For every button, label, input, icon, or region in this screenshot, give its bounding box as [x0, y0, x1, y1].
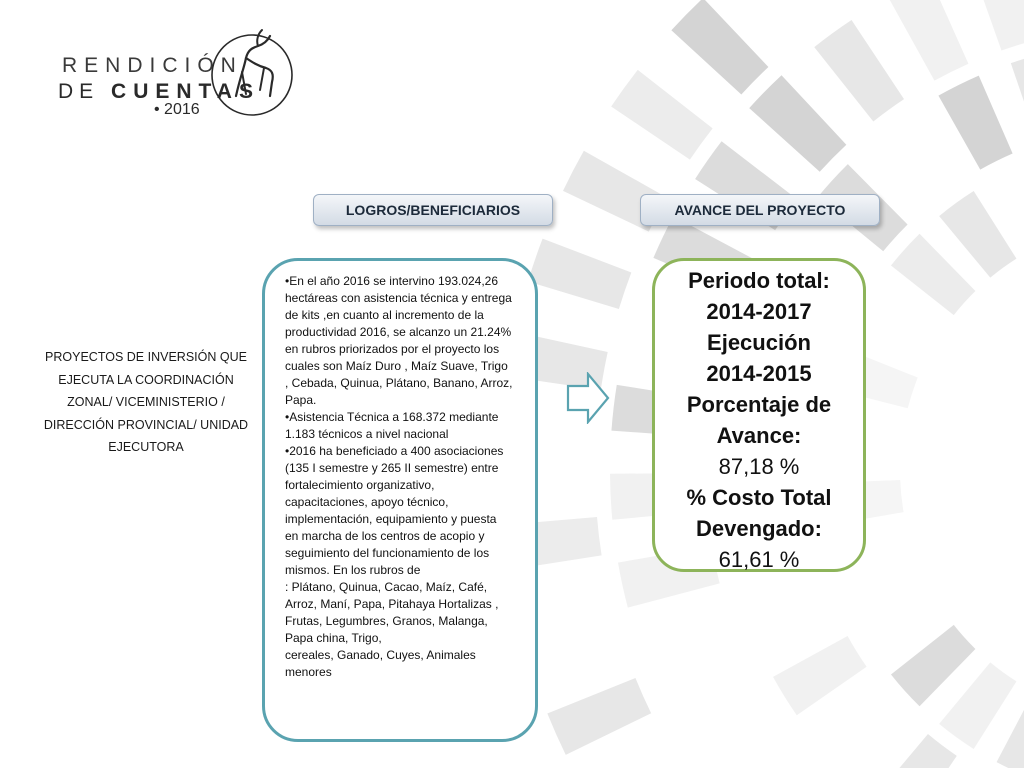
logo-title-line1: RENDICIÓN	[62, 54, 243, 77]
rendicion-de-cuentas-logo	[58, 18, 303, 130]
decorative-tile	[671, 0, 768, 94]
costo-value: 61,61 %	[718, 547, 800, 572]
decorative-tile	[939, 662, 1016, 749]
ejecucion-value: 2014-2015	[706, 361, 812, 386]
decorative-tile	[1011, 51, 1024, 144]
decorative-tile	[938, 76, 1012, 170]
avance-box	[652, 258, 866, 572]
logo-prefix: DE	[58, 80, 100, 103]
decorative-tile	[528, 239, 631, 309]
decorative-tile	[891, 625, 975, 706]
periodo-label: Periodo total:	[688, 268, 830, 293]
logros-paragraph: cereales, Ganado, Cuyes, Animales menores	[285, 648, 476, 679]
logros-paragraph: •Asistencia Técnica a 168.372 mediante 1.183 técnicos a nivel nacional	[285, 410, 499, 441]
logros-paragraph: •2016 ha beneficiado a 400 asociaciones (135 I semestre y 265 II semestre) entre fortalecimiento organizativo, capacitaciones, apoyo técnico, implementación, equipamiento y puesta en marcha de los centros de acopio y seguimiento del funcionamiento de los mismos. En los rubros de	[285, 444, 504, 577]
header-avance-del-proyecto: AVANCE DEL PROYECTO	[640, 194, 880, 226]
decorative-tile	[873, 734, 957, 768]
porcentaje-value: 87,18 %	[718, 454, 800, 479]
logo-bold-word: CUENTAS	[111, 80, 260, 103]
costo-label: % Costo Total Devengado:	[686, 485, 832, 541]
decorative-tile	[814, 20, 904, 121]
decorative-tile	[749, 75, 846, 172]
proyectos-inversion-label: PROYECTOS DE INVERSIÓN QUE EJECUTA LA COORDINACIÓN ZONAL/ VICEMINISTERIO / DIRECCIÓN PROVINCIAL/ UNIDAD EJECUTORA	[43, 350, 249, 454]
logros-box	[262, 258, 538, 742]
porcentaje-label: Porcentaje de Avance:	[686, 392, 832, 448]
decorative-tile	[970, 0, 1024, 51]
logros-paragraph: : Plátano, Quinua, Cacao, Maíz, Café, Arroz, Maní, Papa, Pitahaya Hortalizas , Frutas, Legumbres, Granos, Malanga, Papa china, Trigo,	[285, 580, 499, 645]
bull-icon	[206, 18, 302, 128]
decorative-tile	[891, 234, 975, 315]
decorative-tile	[939, 191, 1016, 278]
header-logros-beneficiarios: LOGROS/BENEFICIARIOS	[313, 194, 553, 226]
decorative-tile	[547, 678, 651, 755]
decorative-tile	[611, 70, 712, 160]
decorative-tile	[888, 0, 968, 81]
periodo-value: 2014-2017	[706, 299, 812, 324]
logros-paragraph: •En el año 2016 se intervino 193.024,26 hectáreas con asistencia técnica y entrega de kits ,en cuanto al incremento de la productividad 2016, se alcanzo un 21.24% en rubros priorizados por el proyecto los cuales son Maíz Duro , Maíz Suave, Trigo , Cebada, Quinua, Plátano, Banano, Arroz, Papa.	[285, 274, 513, 407]
decorative-tile	[773, 636, 867, 715]
ejecucion-label: Ejecución	[707, 330, 811, 355]
arrow-right-icon	[566, 372, 610, 424]
logo-year: • 2016	[154, 101, 200, 118]
